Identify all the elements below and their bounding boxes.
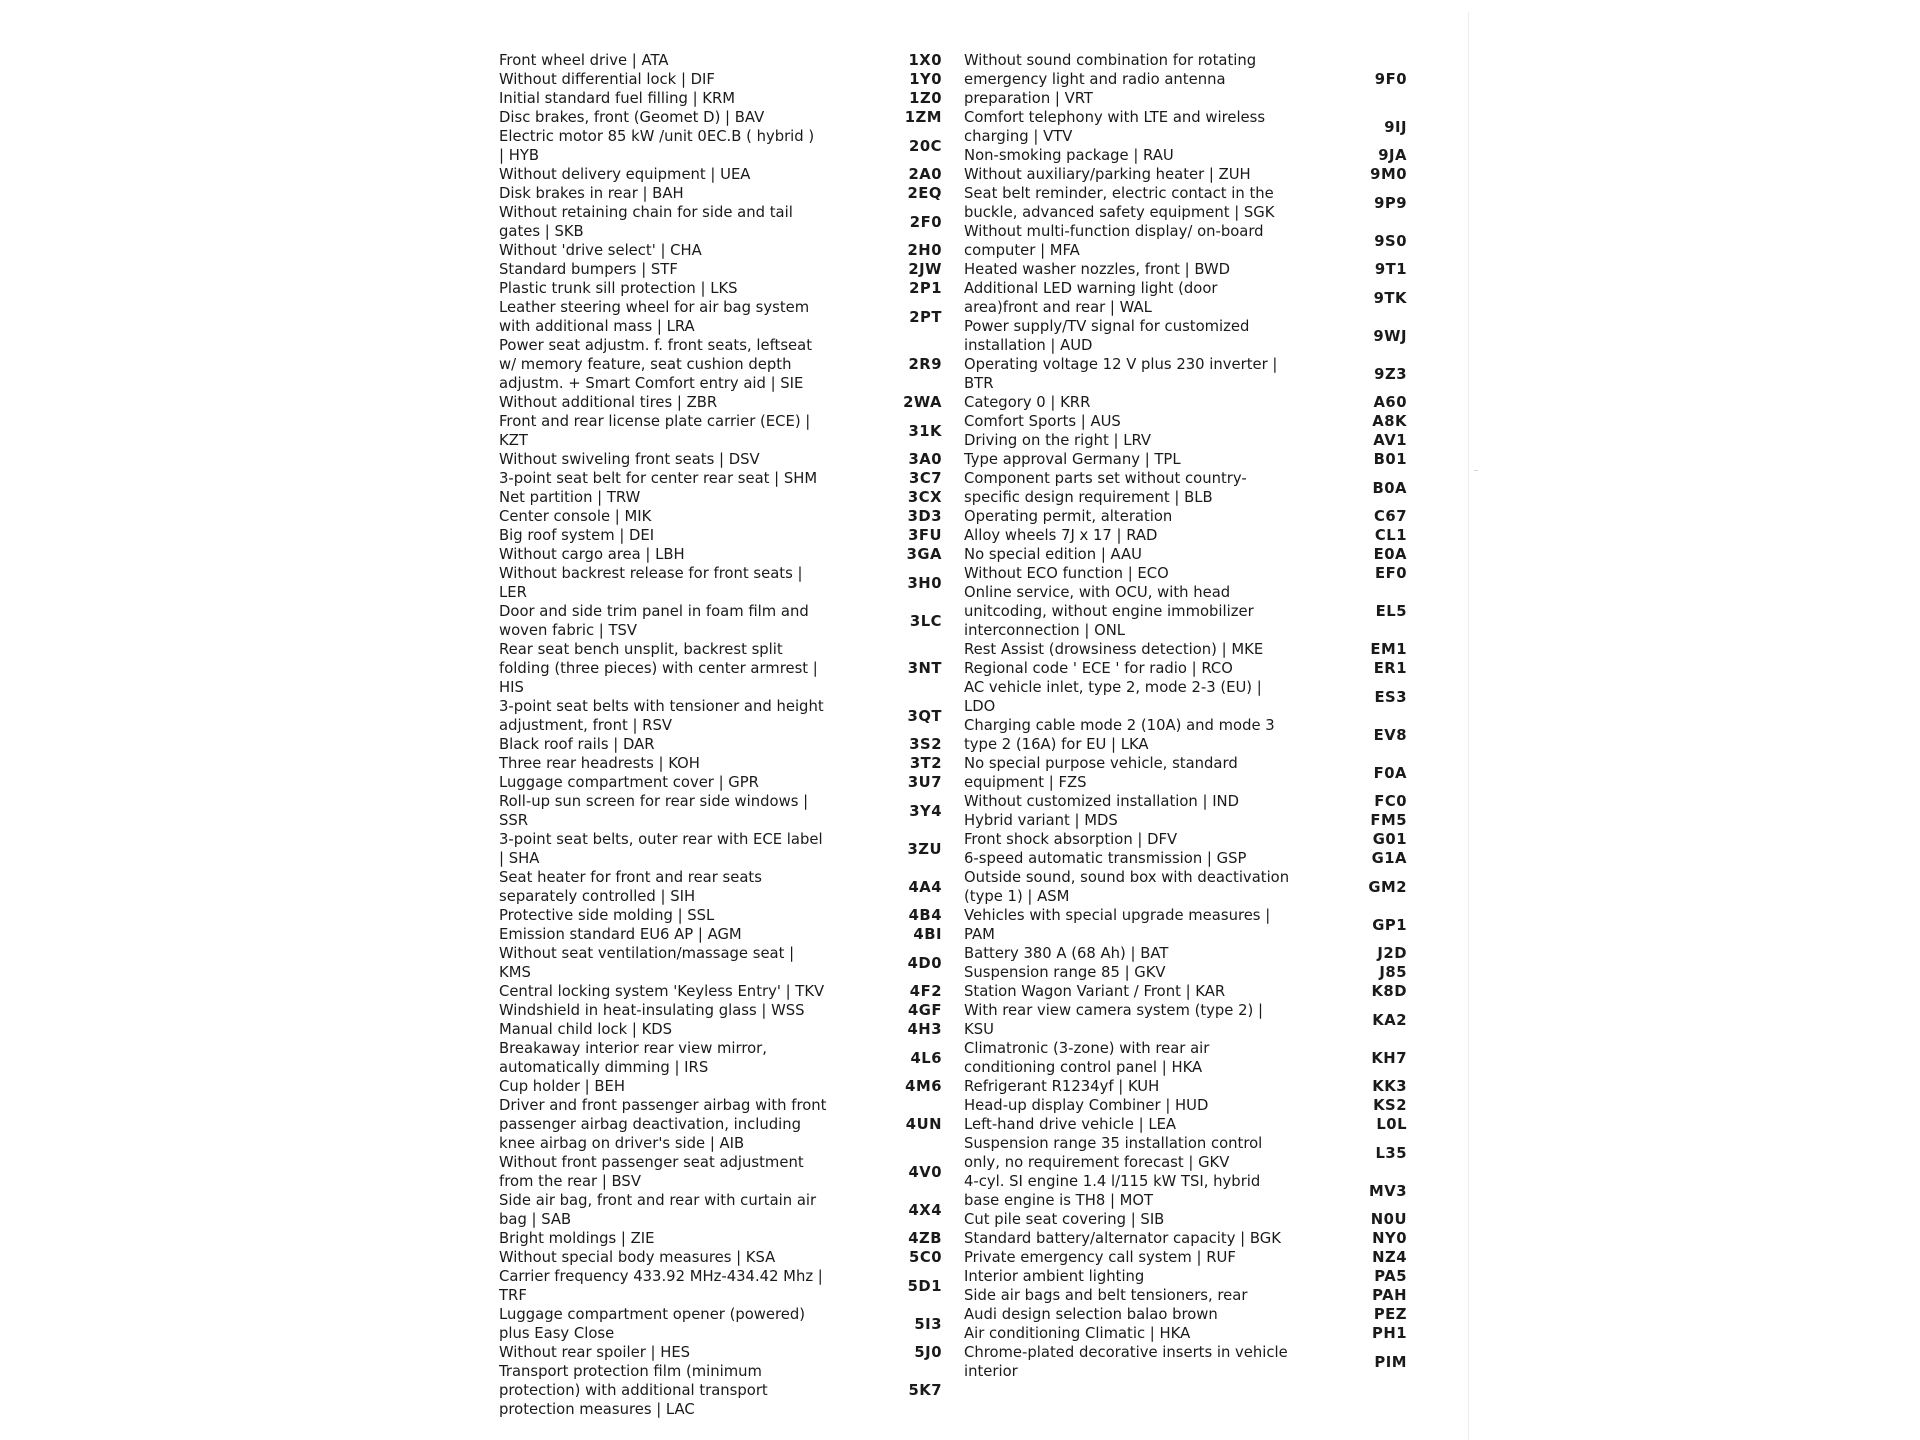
option-code: 3Y4 xyxy=(909,802,942,820)
option-code: 1Y0 xyxy=(909,71,942,88)
option-code: MV3 xyxy=(1369,1182,1407,1200)
option-row xyxy=(964,1248,1409,1267)
option-code: 9WJ xyxy=(1373,327,1407,345)
option-description: Rest Assist (drowsiness detection) | MKE xyxy=(964,641,1264,658)
option-description: Outside sound, sound box with deactivation (type 1) | ASM xyxy=(964,869,1290,905)
option-row xyxy=(964,849,1409,868)
option-description: Left-hand drive vehicle | LEA xyxy=(964,1116,1177,1133)
option-code: 2H0 xyxy=(907,242,942,259)
option-row xyxy=(964,412,1409,431)
option-code: 4F2 xyxy=(909,983,942,1000)
option-row xyxy=(499,393,944,412)
option-description: Without auxiliary/parking heater | ZUH xyxy=(964,166,1251,183)
option-description: Operating permit, alteration xyxy=(964,508,1173,525)
option-description: Audi design selection balao brown xyxy=(964,1306,1218,1323)
option-code: G01 xyxy=(1372,831,1407,848)
option-row xyxy=(499,1096,944,1153)
option-row xyxy=(964,1229,1409,1248)
option-row xyxy=(964,1115,1409,1134)
option-row xyxy=(499,279,944,298)
option-code: 9S0 xyxy=(1374,232,1407,250)
option-description: Station Wagon Variant / Front | KAR xyxy=(964,983,1226,1000)
option-code: EL5 xyxy=(1375,603,1407,620)
option-code: 4D0 xyxy=(907,954,942,972)
option-description: Initial standard fuel filling | KRM xyxy=(499,90,736,107)
option-row xyxy=(499,1001,944,1020)
option-description: Refrigerant R1234yf | KUH xyxy=(964,1078,1160,1095)
option-row xyxy=(964,811,1409,830)
option-list-left xyxy=(499,51,944,1419)
option-code: F0A xyxy=(1373,764,1407,782)
option-row xyxy=(499,1020,944,1039)
option-description: Additional LED warning light (door area)front and rear | WAL xyxy=(964,280,1218,316)
option-description: 4-cyl. SI engine 1.4 l/115 kW TSI, hybrid base engine is TH8 | MOT xyxy=(964,1173,1261,1209)
option-description: 6-speed automatic transmission | GSP xyxy=(964,850,1247,867)
option-row xyxy=(964,507,1409,526)
option-description: Without special body measures | KSA xyxy=(499,1249,776,1266)
option-code: 20C xyxy=(909,137,942,155)
option-row xyxy=(499,127,944,165)
option-code: 9F0 xyxy=(1374,71,1407,88)
option-code: FM5 xyxy=(1370,812,1407,829)
option-code: 3CX xyxy=(907,489,942,506)
option-row xyxy=(964,51,1409,108)
option-row xyxy=(964,963,1409,982)
option-row xyxy=(964,944,1409,963)
option-code: ER1 xyxy=(1373,660,1407,677)
option-code: 2PT xyxy=(909,308,942,326)
option-row xyxy=(499,70,944,89)
option-code: 3C7 xyxy=(909,470,942,487)
option-row xyxy=(964,222,1409,260)
option-description: Without retaining chain for side and tail gates | SKB xyxy=(499,204,793,240)
option-code: PIM xyxy=(1374,1353,1407,1371)
option-row xyxy=(499,184,944,203)
option-row xyxy=(964,583,1409,640)
option-code: A60 xyxy=(1373,394,1407,411)
option-description: Without sound combination for rotating emergency light and radio antenna preparation | VRT xyxy=(964,52,1257,107)
option-row xyxy=(964,678,1409,716)
option-code: 9IJ xyxy=(1384,118,1407,136)
option-code: KK3 xyxy=(1372,1078,1407,1095)
option-code: 4A4 xyxy=(908,878,942,896)
option-code: 4GF xyxy=(907,1002,942,1019)
option-description: Transport protection film (minimum protection) with additional transport protection measures | LAC xyxy=(499,1363,768,1418)
option-code: N0U xyxy=(1370,1211,1407,1228)
option-description: Interior ambient lighting xyxy=(964,1268,1145,1285)
option-description: Plastic trunk sill protection | LKS xyxy=(499,280,738,297)
option-row xyxy=(964,1324,1409,1343)
option-row xyxy=(499,89,944,108)
option-description: Without differential lock | DIF xyxy=(499,71,715,88)
option-description: Without seat ventilation/massage seat | KMS xyxy=(499,945,795,981)
option-description: Without swiveling front seats | DSV xyxy=(499,451,760,468)
option-row xyxy=(499,1267,944,1305)
option-row xyxy=(499,51,944,70)
option-row xyxy=(964,184,1409,222)
option-code: 3H0 xyxy=(907,574,942,592)
option-description: Regional code ' ECE ' for radio | RCO xyxy=(964,660,1233,677)
option-description: Bright moldings | ZIE xyxy=(499,1230,655,1247)
option-code: 3NT xyxy=(907,660,942,677)
option-row xyxy=(499,1039,944,1077)
option-code: 4M6 xyxy=(905,1078,942,1095)
option-description: Front and rear license plate carrier (ECE) | KZT xyxy=(499,413,811,449)
option-row xyxy=(499,773,944,792)
option-code: E0A xyxy=(1373,546,1407,563)
option-code: 3A0 xyxy=(908,451,942,468)
option-description: Seat heater for front and rear seats separately controlled | SIH xyxy=(499,869,762,905)
option-row xyxy=(499,982,944,1001)
option-row xyxy=(499,1248,944,1267)
option-code: 2EQ xyxy=(907,185,942,202)
option-description: Roll-up sun screen for rear side windows | SSR xyxy=(499,793,809,829)
option-description: Disc brakes, front (Geomet D) | BAV xyxy=(499,109,765,126)
option-description: Comfort telephony with LTE and wireless charging | VTV xyxy=(964,109,1266,145)
option-code: 4BI xyxy=(913,926,942,943)
option-code: 5K7 xyxy=(908,1382,942,1399)
option-code: 4H3 xyxy=(907,1021,942,1038)
option-code: FC0 xyxy=(1374,793,1407,810)
option-description: With rear view camera system (type 2) | KSU xyxy=(964,1002,1263,1038)
option-description: Charging cable mode 2 (10A) and mode 3 type 2 (16A) for EU | LKA xyxy=(964,717,1275,753)
option-code: KH7 xyxy=(1371,1049,1407,1067)
option-row xyxy=(499,868,944,906)
option-row xyxy=(964,564,1409,583)
option-code: GP1 xyxy=(1372,916,1407,934)
option-row xyxy=(964,260,1409,279)
option-row xyxy=(964,716,1409,754)
option-code: 3FU xyxy=(908,527,942,544)
option-description: Without rear spoiler | HES xyxy=(499,1344,691,1361)
option-description: Hybrid variant | MDS xyxy=(964,812,1118,829)
option-row xyxy=(499,545,944,564)
option-row xyxy=(499,469,944,488)
option-code: 3GA xyxy=(906,546,942,563)
option-description: No special edition | AAU xyxy=(964,546,1142,563)
option-description: Heated washer nozzles, front | BWD xyxy=(964,261,1230,278)
option-description: Cut pile seat covering | SIB xyxy=(964,1211,1165,1228)
page-edge-line xyxy=(1468,12,1469,1440)
option-row xyxy=(964,640,1409,659)
option-row xyxy=(964,1077,1409,1096)
option-row xyxy=(499,412,944,450)
option-description: Cup holder | BEH xyxy=(499,1078,625,1095)
option-row xyxy=(499,1077,944,1096)
option-code: 3QT xyxy=(907,707,942,725)
option-row xyxy=(964,1039,1409,1077)
option-row xyxy=(499,830,944,868)
option-row xyxy=(964,1286,1409,1305)
option-code: NY0 xyxy=(1372,1230,1407,1247)
option-description: Luggage compartment opener (powered) plus Easy Close xyxy=(499,1306,806,1342)
option-row xyxy=(499,1153,944,1191)
option-row xyxy=(964,355,1409,393)
option-description: Without customized installation | IND xyxy=(964,793,1240,810)
option-description: Without 'drive select' | CHA xyxy=(499,242,702,259)
option-code: 5C0 xyxy=(909,1249,942,1266)
option-description: Without multi-function display/ on-board computer | MFA xyxy=(964,223,1264,259)
option-description: Online service, with OCU, with head unitcoding, without engine immobilizer interconnection | ONL xyxy=(964,584,1254,639)
option-row xyxy=(964,868,1409,906)
option-row xyxy=(964,108,1409,146)
option-code: KA2 xyxy=(1372,1011,1407,1029)
option-description: Rear seat bench unsplit, backrest split folding (three pieces) with center armrest | HIS xyxy=(499,641,818,696)
option-description: Big roof system | DEI xyxy=(499,527,655,544)
option-code: 3T2 xyxy=(909,755,942,772)
option-row xyxy=(964,1134,1409,1172)
option-code: 1Z0 xyxy=(909,90,942,107)
option-row xyxy=(499,298,944,336)
option-description: Disk brakes in rear | BAH xyxy=(499,185,684,202)
option-description: Battery 380 A (68 Ah) | BAT xyxy=(964,945,1169,962)
option-description: Standard battery/alternator capacity | BGK xyxy=(964,1230,1281,1247)
option-description: Center console | MIK xyxy=(499,508,652,525)
option-description: Power supply/TV signal for customized installation | AUD xyxy=(964,318,1250,354)
option-description: Power seat adjustm. f. front seats, leftseat w/ memory feature, seat cushion depth adjustm. + Smart Comfort entry aid | SIE xyxy=(499,337,812,392)
option-row xyxy=(964,526,1409,545)
option-row xyxy=(499,450,944,469)
option-code: 3D3 xyxy=(907,508,942,525)
option-code: 4V0 xyxy=(908,1163,942,1181)
option-description: Without delivery equipment | UEA xyxy=(499,166,751,183)
option-description: Without cargo area | LBH xyxy=(499,546,685,563)
option-description: Protective side molding | SSL xyxy=(499,907,715,924)
option-code: NZ4 xyxy=(1372,1249,1407,1266)
option-code: 4X4 xyxy=(908,1201,942,1219)
option-description: Side air bag, front and rear with curtain air bag | SAB xyxy=(499,1192,817,1228)
option-description: Side air bags and belt tensioners, rear xyxy=(964,1287,1248,1304)
option-code: A8K xyxy=(1372,413,1407,430)
option-code: GM2 xyxy=(1368,878,1407,896)
option-code: 3LC xyxy=(909,612,942,630)
option-row xyxy=(964,659,1409,678)
option-row xyxy=(499,507,944,526)
option-description: Suspension range 85 | GKV xyxy=(964,964,1166,981)
option-description: Type approval Germany | TPL xyxy=(964,451,1181,468)
option-code: 9P9 xyxy=(1374,194,1407,212)
option-description: Air conditioning Climatic | HKA xyxy=(964,1325,1191,1342)
option-code: 9Z3 xyxy=(1374,365,1407,383)
option-row xyxy=(964,279,1409,317)
option-code: 31K xyxy=(908,422,942,440)
option-description: Without front passenger seat adjustment from the rear | BSV xyxy=(499,1154,804,1190)
option-description: Without backrest release for front seats | LER xyxy=(499,565,803,601)
option-code: 4L6 xyxy=(910,1049,942,1067)
option-code: 9JA xyxy=(1378,147,1407,164)
option-code: 1X0 xyxy=(908,52,942,69)
option-row xyxy=(964,431,1409,450)
option-description: Climatronic (3-zone) with rear air conditioning control panel | HKA xyxy=(964,1040,1210,1076)
option-code: 9M0 xyxy=(1370,166,1407,183)
option-list-right xyxy=(964,51,1409,1381)
option-description: Component parts set without country- specific design requirement | BLB xyxy=(964,470,1247,506)
option-row xyxy=(499,735,944,754)
option-row xyxy=(964,1096,1409,1115)
option-description: 3-point seat belts with tensioner and height adjustment, front | RSV xyxy=(499,698,824,734)
option-code: PH1 xyxy=(1371,1325,1407,1342)
option-row xyxy=(964,165,1409,184)
option-row xyxy=(964,1172,1409,1210)
option-description: Seat belt reminder, electric contact in the buckle, advanced safety equipment | SGK xyxy=(964,185,1275,221)
option-code: 4UN xyxy=(905,1116,942,1133)
option-row xyxy=(964,1267,1409,1286)
option-row xyxy=(499,108,944,127)
option-code: PAH xyxy=(1372,1287,1407,1304)
option-row xyxy=(499,754,944,773)
option-description: Black roof rails | DAR xyxy=(499,736,655,753)
option-code: ES3 xyxy=(1374,688,1407,706)
option-description: Front shock absorption | DFV xyxy=(964,831,1178,848)
option-row xyxy=(499,906,944,925)
option-description: Front wheel drive | ATA xyxy=(499,52,669,69)
option-code: 5I3 xyxy=(914,1315,942,1333)
option-description: Non-smoking package | RAU xyxy=(964,147,1174,164)
option-description: Chrome-plated decorative inserts in vehicle interior xyxy=(964,1344,1288,1380)
option-description: Electric motor 85 kW /unit 0EC.B ( hybrid ) | HYB xyxy=(499,128,815,164)
option-code: 2F0 xyxy=(909,213,942,231)
option-code: 2JW xyxy=(908,261,942,278)
option-row xyxy=(499,241,944,260)
option-row xyxy=(964,317,1409,355)
option-code: G1A xyxy=(1371,850,1407,867)
option-description: Suspension range 35 installation control only, no requirement forecast | GKV xyxy=(964,1135,1263,1171)
option-row xyxy=(499,336,944,393)
option-description: Three rear headrests | KOH xyxy=(499,755,700,772)
option-row xyxy=(499,165,944,184)
option-code: KS2 xyxy=(1373,1097,1407,1114)
option-code: L0L xyxy=(1376,1116,1407,1133)
option-description: Head-up display Combiner | HUD xyxy=(964,1097,1209,1114)
option-row xyxy=(499,640,944,697)
option-description: Carrier frequency 433.92 MHz-434.42 Mhz | TRF xyxy=(499,1268,823,1304)
option-row xyxy=(964,469,1409,507)
option-code: C67 xyxy=(1374,508,1407,525)
option-row xyxy=(964,754,1409,792)
option-row xyxy=(964,1305,1409,1324)
option-description: 3-point seat belt for center rear seat | SHM xyxy=(499,470,818,487)
option-row xyxy=(964,545,1409,564)
option-code: EV8 xyxy=(1373,726,1407,744)
option-description: Manual child lock | KDS xyxy=(499,1021,673,1038)
option-code: 3ZU xyxy=(907,840,942,858)
option-description: Comfort Sports | AUS xyxy=(964,413,1121,430)
option-row xyxy=(499,1362,944,1419)
option-row xyxy=(499,944,944,982)
option-row xyxy=(964,1343,1409,1381)
option-row xyxy=(499,1343,944,1362)
option-row xyxy=(964,1001,1409,1039)
option-row xyxy=(499,260,944,279)
option-row xyxy=(499,602,944,640)
option-description: Luggage compartment cover | GPR xyxy=(499,774,759,791)
option-code: K8D xyxy=(1371,983,1407,1000)
option-row xyxy=(964,450,1409,469)
option-row xyxy=(499,792,944,830)
option-code: B01 xyxy=(1373,451,1407,468)
option-description: Driving on the right | LRV xyxy=(964,432,1152,449)
option-code: 5D1 xyxy=(907,1277,942,1295)
option-row xyxy=(499,564,944,602)
option-code: 9TK xyxy=(1373,289,1407,307)
option-code: L35 xyxy=(1375,1144,1407,1162)
option-row xyxy=(499,488,944,507)
option-description: Emission standard EU6 AP | AGM xyxy=(499,926,742,943)
option-description: AC vehicle inlet, type 2, mode 2-3 (EU) | LDO xyxy=(964,679,1262,715)
option-code: EM1 xyxy=(1370,641,1407,658)
option-description: Operating voltage 12 V plus 230 inverter | BTR xyxy=(964,356,1278,392)
option-code: 3U7 xyxy=(907,774,942,791)
scan-speck xyxy=(1474,470,1478,471)
option-description: Breakaway interior rear view mirror, automatically dimming | IRS xyxy=(499,1040,767,1076)
option-row xyxy=(964,830,1409,849)
option-code: PA5 xyxy=(1374,1268,1407,1285)
option-description: Category 0 | KRR xyxy=(964,394,1091,411)
option-description: Vehicles with special upgrade measures | PAM xyxy=(964,907,1271,943)
option-description: Driver and front passenger airbag with front passenger airbag deactivation, including knee airbag on driver's side | AIB xyxy=(499,1097,827,1152)
option-code: 2R9 xyxy=(908,356,942,373)
option-row xyxy=(499,203,944,241)
option-description: 3-point seat belts, outer rear with ECE label | SHA xyxy=(499,831,823,867)
option-code: 2WA xyxy=(903,394,942,411)
option-description: No special purpose vehicle, standard equipment | FZS xyxy=(964,755,1238,791)
option-code: 4B4 xyxy=(908,907,942,924)
option-row xyxy=(499,1229,944,1248)
option-description: Alloy wheels 7J x 17 | RAD xyxy=(964,527,1158,544)
option-code: 2A0 xyxy=(908,166,942,183)
option-row xyxy=(499,697,944,735)
option-description: Net partition | TRW xyxy=(499,489,641,506)
option-description: Leather steering wheel for air bag system with additional mass | LRA xyxy=(499,299,810,335)
option-row xyxy=(964,982,1409,1001)
option-description: Door and side trim panel in foam film and woven fabric | TSV xyxy=(499,603,809,639)
option-description: Windshield in heat-insulating glass | WSS xyxy=(499,1002,805,1019)
option-description: Private emergency call system | RUF xyxy=(964,1249,1236,1266)
option-description: Central locking system 'Keyless Entry' | TKV xyxy=(499,983,825,1000)
option-description: Without additional tires | ZBR xyxy=(499,394,718,411)
option-code: EF0 xyxy=(1374,565,1407,582)
option-code: B0A xyxy=(1372,479,1407,497)
option-code: J85 xyxy=(1379,964,1407,981)
option-row xyxy=(499,526,944,545)
option-row xyxy=(499,925,944,944)
option-code: 2P1 xyxy=(909,280,942,297)
option-code: 1ZM xyxy=(904,109,942,126)
option-description: Without ECO function | ECO xyxy=(964,565,1169,582)
option-code: 4ZB xyxy=(908,1230,942,1247)
option-code: AV1 xyxy=(1373,432,1407,449)
option-row xyxy=(964,906,1409,944)
option-code: 9T1 xyxy=(1374,261,1407,278)
option-code: CL1 xyxy=(1374,527,1407,544)
option-row xyxy=(964,393,1409,412)
option-row xyxy=(964,146,1409,165)
option-code: J2D xyxy=(1377,945,1407,962)
option-description: Standard bumpers | STF xyxy=(499,261,678,278)
option-row xyxy=(499,1305,944,1343)
option-row xyxy=(964,792,1409,811)
option-row xyxy=(964,1210,1409,1229)
option-code: 3S2 xyxy=(909,736,942,753)
option-row xyxy=(499,1191,944,1229)
option-code: PEZ xyxy=(1373,1306,1407,1323)
option-code: 5J0 xyxy=(914,1344,942,1361)
